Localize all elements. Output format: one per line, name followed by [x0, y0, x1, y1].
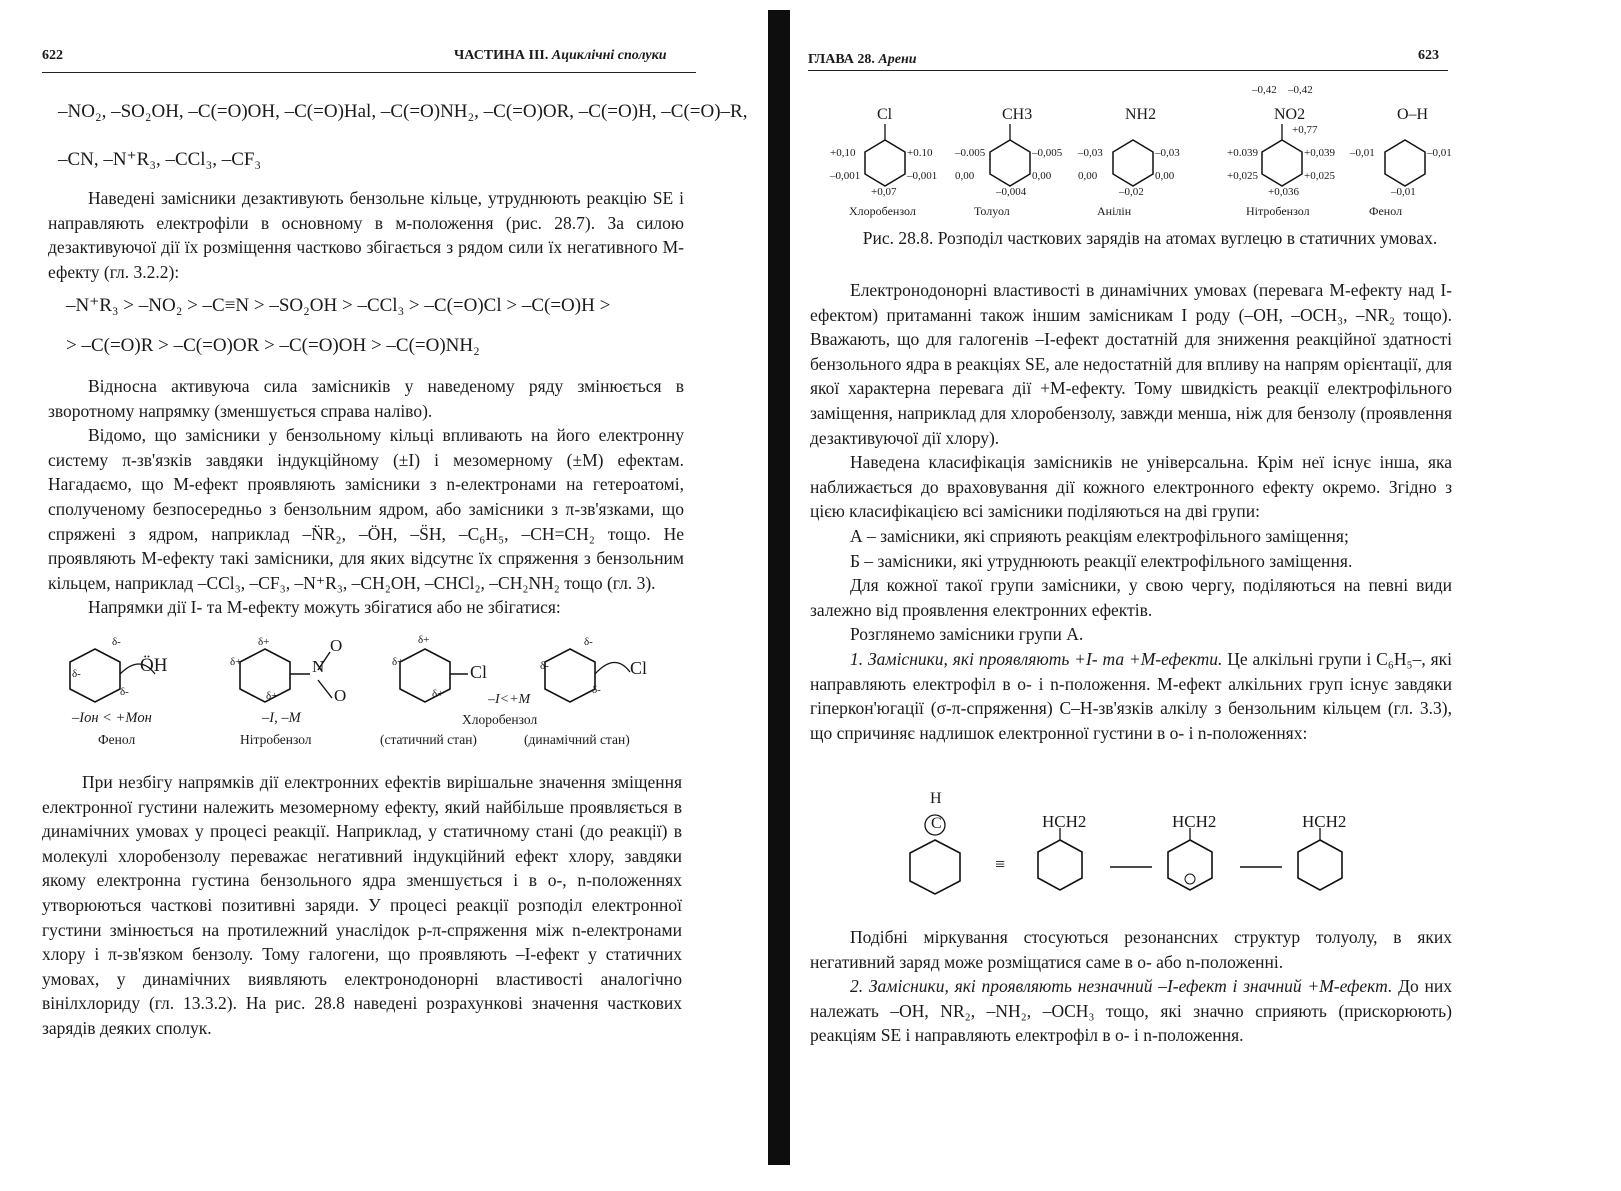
fig288-caption: Рис. 28.8. Розподіл часткових зарядів на атомах вуглецю в статичних умовах.: [862, 228, 1438, 248]
fig288-3-o-right: –0,42: [1288, 84, 1313, 96]
nitro-delta-left: δ+: [230, 656, 242, 668]
chloro-delta-left: δ+: [392, 656, 404, 668]
fig288-phenol-ring: [1385, 140, 1425, 186]
left-para1-text: Наведені замісники дезактивують бензольне кільце, утруднюють реакцію SE і направляють електрофіли в основному в м-положення (рис. 28.7). За силою дезактивуючої дії їх розміщення частково збігається з рядом сили їх негативного M-ефекту (гл. 3.2.2):: [48, 188, 684, 282]
fig288-3-ortho-left: +0.039: [1227, 147, 1258, 159]
fig288-3-o-left: –0,42: [1252, 84, 1277, 96]
fig288-0-meta-left: –0,001: [830, 170, 861, 182]
chloro-name: Хлоробензол: [462, 712, 538, 727]
fig288-aniline-ring: [1113, 140, 1153, 186]
chloro-effect-label: –I<+M: [488, 692, 531, 707]
phenol-delta-left: δ-: [72, 668, 81, 680]
left-running-head: [454, 48, 667, 64]
nitro-o-bottom: O: [334, 686, 347, 705]
fig288-2-name: Анілін: [1097, 204, 1132, 218]
left-para1: [48, 186, 684, 284]
right-para1-text: Електронодонорні властивості в динамічних умовах (перевага M-ефекту над I-ефектом) притаманні також іншим замісникам I роду (–OH, –OCH₃, –NR₂ тощо). Вважають, що для галогенів –I-ефект достатній для зниження реакційної здатності бензольного ядра в реакціях SE, але недостатній для впливу на напрям орієнтації, для якої характерна перевага дії +M-ефекту. Тому швидкість реакції електрофільного заміщення, наприклад для хлоробензолу, завжди менша, ніж для бензолу (проявлення дезактивуючої дії хлору).: [810, 280, 1452, 448]
fig288-2-meta-right: 0,00: [1155, 170, 1175, 182]
fig288-structures: [830, 110, 1470, 210]
fig288-3-name: Нітробензол: [1246, 204, 1310, 218]
left-header-rule: [42, 72, 696, 73]
fig288-toluene-ring: [990, 124, 1030, 186]
fig288-2-para: –0,02: [1119, 186, 1144, 198]
fig288-2-ortho-right: –0,03: [1155, 147, 1180, 159]
fig288-0-meta-right: –0,001: [907, 170, 938, 182]
fig288-1-para: –0,004: [996, 186, 1027, 198]
chloro-dyn-delta-left: δ-: [540, 660, 549, 672]
right-running-head-prefix: ГЛАВА 28.: [808, 52, 875, 67]
resonance-structure-2: [1168, 828, 1212, 890]
fig288-3-meta-right: +0,025: [1304, 170, 1335, 182]
chloro-static-label: (статичний стан): [380, 732, 477, 747]
fig288-3-ortho-right: +0,039: [1304, 147, 1335, 159]
fig288-1-meta-left: 0,00: [955, 170, 975, 182]
left-running-head-title: Ациклічні сполуки: [551, 48, 667, 63]
fig288-3-meta-left: +0,025: [1227, 170, 1258, 182]
nitro-delta-top: δ+: [258, 636, 270, 648]
nitro-o-top: O: [330, 636, 343, 655]
phenol-effect-label: –Iон < +Mон: [72, 710, 152, 726]
fig288-0-group: Cl: [877, 106, 893, 123]
phenol-oh: ÖH: [140, 655, 168, 676]
nitro-n: N: [312, 657, 325, 676]
fig288-0-ortho-left: +0,10: [830, 147, 856, 159]
phenol-name: Фенол: [98, 732, 136, 747]
left-page: [0, 0, 760, 1191]
fig288-1-group: CH3: [1002, 106, 1033, 123]
left-para2: [48, 374, 684, 620]
chloro-delta-top: δ+: [418, 634, 430, 646]
chloro-dynamic-label: (динамічний стан): [524, 732, 630, 747]
left-running-head-prefix: ЧАСТИНА III.: [454, 48, 549, 63]
fig288-3-para: +0,036: [1268, 186, 1299, 198]
phenol-delta-top: δ-: [112, 636, 121, 648]
series-line1: –N⁺R₃ > –NO₂ > –C≡N > –SO₂OH > –CCl₃ > –C(=O)Cl > –C(=O)H >: [66, 295, 611, 316]
chlorobenzene-dynamic-structure: [545, 649, 630, 702]
nitro-name: Нітробензол: [240, 732, 312, 747]
nitro-delta-bottom: δ+: [266, 690, 278, 702]
phenol-delta-bottom: δ-: [120, 686, 129, 698]
fig288-4-group: O–H: [1397, 106, 1429, 123]
resonance-group-1: HCH2: [1042, 812, 1087, 831]
substituents-line2: –CN, –N⁺R₃, –CCl₃, –CF₃: [58, 149, 262, 170]
resonance-structure-1: [1038, 828, 1082, 890]
fig288-1-name: Толуол: [974, 204, 1010, 218]
group-a-text: А – замісники, які сприяють реакціям електрофільного заміщення;: [850, 525, 1349, 546]
fig288-4-ortho-left: –0,01: [1350, 147, 1375, 159]
resonance-group-2: HCH2: [1172, 812, 1217, 831]
fig288-1-meta-right: 0,00: [1032, 170, 1052, 182]
item1-title: 1. Замісники, які проявляють +I- та +M-ефекти.: [850, 648, 1223, 669]
left-para5: [42, 770, 682, 1041]
right-page: [790, 0, 1621, 1191]
fig288-0-para: +0,07: [871, 186, 897, 198]
right-running-head: [808, 52, 917, 68]
chloro-static-cl: Cl: [470, 662, 488, 682]
resonance-h-top: H: [930, 790, 942, 807]
fig288-chlorobenzene-ring: [865, 124, 905, 186]
item1-text: Це алкільні групи і C₆H₅–, які направляють електрофіл в о- і n-положення. M-ефект алкільних груп існує завдяки гіперкон'югації (σ-π-спряження) C–H-зв'язків алкілу з бензольним кільцем (гл. 3.3), що спричиняє надлишок електронної густини в о- і n-положеннях:: [810, 648, 1452, 743]
chloro-dyn-delta-top: δ-: [584, 636, 593, 648]
group-b-text: Б – замісники, які утруднюють реакції електрофільного заміщення.: [850, 550, 1353, 571]
right-body-bottom: [810, 925, 1452, 1048]
fig288-1-ortho-right: –0,005: [1032, 147, 1063, 159]
resonance-group-3: HCH2: [1302, 812, 1347, 831]
series-line2: > –C(=O)R > –C(=O)OR > –C(=O)OH > –C(=O)NH₂: [66, 335, 480, 356]
item1: [810, 647, 1452, 745]
right-para2-text: Наведена класифікація замісників не універсальна. Крім неї існує інша, яка наближається до враховування дії кожного електронного ефекту окремо. Згідно з цією класифікацією всі замісники поділяються на дві групи:: [810, 452, 1452, 522]
fig288-0-ortho-right: +0.10: [907, 147, 933, 159]
chloro-dyn-delta-bottom: δ-: [592, 684, 601, 696]
left-page-number: 622: [42, 48, 63, 63]
right-para4-text: Розглянемо замісники групи А.: [850, 624, 1084, 645]
left-para5-text: При незбігу напрямків дії електронних ефектів вирішальне значення зміщення електронної густини належить мезомерному ефекту, який найбільше проявляється в динамічних умовах у процесі реакції. Наприклад, у статичному стані (до реакції) в молекулі хлоробензолу переважає негативний індукційний ефект хлору, завдяки якому електронна густина бензольного ядра зменшується і в о-, n-положеннях утворюються часткові позитивні заряди. У процесі реакції розподіл електронної густини змінюється на протилежний унаслідок p-π-спряження між n-електронами хлору і π-зв'язком бензолу. Тому галогени, що проявляють –I-ефект у статичних умовах, у динамічних виявляють електронодонорні властивості аналогічно вінілхлориду (гл. 13.3.2). На рис. 28.8 наведені розрахункові значення часткових зарядів деяких сполук.: [42, 772, 682, 1038]
resonance-structure-3: [1298, 828, 1342, 890]
fig288-1-ortho-left: –0.005: [955, 147, 986, 159]
right-running-head-title: Арени: [878, 52, 917, 67]
right-para3-text: Для кожної такої групи замісники, у свою чергу, поділяються на певні види залежно від проявлення електронних ефектів.: [810, 575, 1452, 620]
left-para2-text: Відносна активуюча сила замісників у наведеному ряду змінюється в зворотному напрямку (зменшується справа наліво).: [48, 376, 684, 421]
fig288-4-para: –0,01: [1391, 186, 1416, 198]
fig288-2-meta-left: 0,00: [1078, 170, 1098, 182]
fig288-0-name: Хлоробензол: [849, 204, 916, 218]
fig288-2-group: NH2: [1125, 106, 1157, 123]
right-para5-text: Подібні міркування стосуються резонансних структур толуолу, в яких негативний заряд може розміщатися саме в о- або n-положенні.: [810, 927, 1452, 972]
left-para4-text: Напрямки дії I- та M-ефекту можуть збігатися або не збігатися:: [88, 597, 561, 618]
item2: [810, 974, 1452, 1048]
fig288-2-ortho-left: –0,03: [1078, 147, 1103, 159]
substituents-line1: –NO₂, –SO₂OH, –C(=O)OH, –C(=O)Hal, –C(=O)NH₂, –C(=O)OR, –C(=O)H, –C(=O)–R,: [58, 101, 748, 122]
chloro-delta-bottom: δ+: [432, 688, 444, 700]
fig288-3-n-charge: +0,77: [1292, 124, 1318, 136]
item2-text: До них належать –OH, NR₂, –NH₂, –OCH₃ тощо, які значно сприяють (прискорюють) реакціям SE і направляють електрофіл в о- і n-положення.: [810, 976, 1453, 1046]
item2-title: 2. Замісники, які проявляють незначний –I-ефект і значний +M-ефект.: [850, 976, 1393, 997]
right-body-top: [810, 278, 1452, 745]
chloro-dynamic-cl: Cl: [630, 658, 648, 678]
right-header-rule: [808, 70, 1448, 71]
left-para3-text: Відомо, що замісники у бензольному кільці впливають на його електронну систему π-зв'язків завдяки індукційному (±I) і мезомерному (±M) ефектам. Нагадаємо, що M-ефект проявляють замісники з n-електронами на гетероатомі, сполученому безпосередньо з бензольним ядром, або замісники з π-зв'язками, що спряжені з ядром, наприклад –N̈R₂, –ÖH, –S̈H, –C₆H₅, –CH=CH₂ тощо. Не проявляють M-ефекту такі замісники, для яких відсутнє їх спряження з бензольним кільцем, наприклад –CCl₃, –CF₃, –N⁺R₃, –CH₂OH, –CHCl₂, –CH₂NH₂ тощо (гл. 3).: [48, 425, 684, 593]
resonance-figure: [890, 795, 1450, 915]
fig288-3-group: NO2: [1274, 106, 1306, 123]
resonance-equals: ≡: [995, 854, 1006, 874]
fig288-4-ortho-right: –0,01: [1427, 147, 1452, 159]
resonance-c: C: [931, 815, 942, 832]
book-spine: [768, 10, 790, 1165]
fig288-4-name: Фенол: [1369, 204, 1403, 218]
right-page-number: 623: [1418, 48, 1439, 63]
nitro-effect-label: –I, –M: [262, 710, 301, 726]
